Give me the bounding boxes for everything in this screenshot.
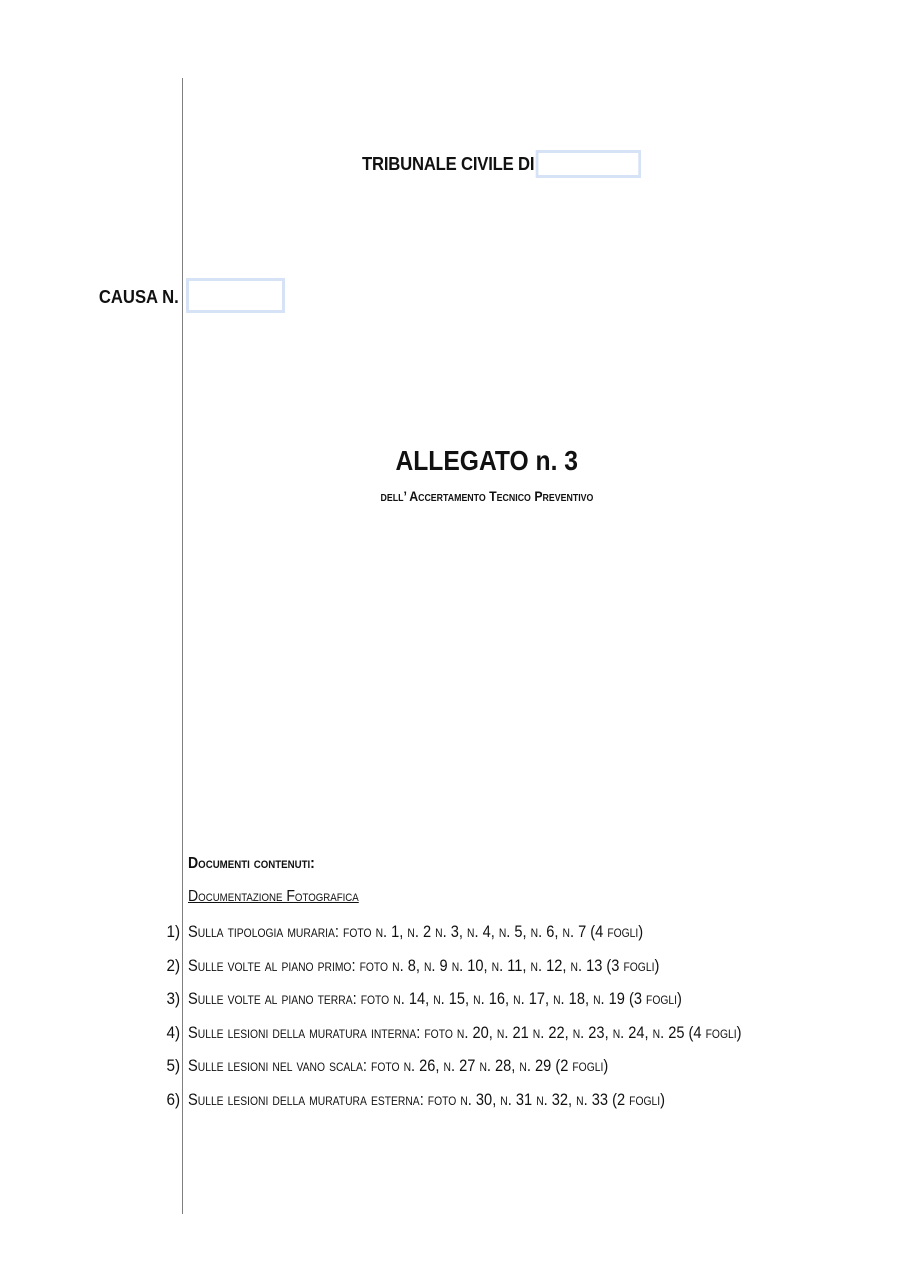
tribunale-field[interactable] (536, 150, 641, 178)
list-item-text: Sulle lesioni della muratura interna: foto n. 20, n. 21 n. 22, n. 23, n. 24, n. 25 (4 fogli) (188, 1022, 742, 1042)
allegato-title (0, 445, 904, 477)
list-item (0, 987, 904, 1021)
list-item-text: Sulle volte al piano terra: foto n. 14, n. 15, n. 16, n. 17, n. 18, n. 19 (3 fogli) (188, 989, 682, 1008)
list-item-text: Sulle volte al piano primo: foto n. 8, n. 9 n. 10, n. 11, n. 12, n. 13 (3 fogli) (188, 955, 660, 975)
list-item-number: 2) (166, 955, 180, 975)
causa-label: CAUSA N. (99, 286, 179, 307)
tribunale-label: TRIBUNALE CIVILE DI (362, 153, 535, 174)
list-item (0, 920, 904, 954)
tribunale-heading (362, 150, 641, 178)
list-item-number: 3) (166, 989, 180, 1008)
list-item-number: 1) (166, 922, 180, 941)
list-item (0, 1088, 904, 1122)
list-item (0, 954, 904, 988)
documents-list (0, 920, 904, 1121)
documents-heading: Documenti contenuti: (188, 855, 315, 872)
list-item-number: 6) (166, 1089, 180, 1109)
allegato-subtitle (0, 488, 904, 504)
list-item-text: Sulle lesioni nel vano scala: foto n. 26, n. 27 n. 28, n. 29 (2 fogli) (188, 1056, 609, 1075)
list-item-text: Sulle lesioni della muratura esterna: foto n. 30, n. 31 n. 32, n. 33 (2 fogli) (188, 1089, 665, 1109)
list-item (0, 1054, 904, 1088)
list-item-text: Sulla tipologia muraria: foto n. 1, n. 2 n. 3, n. 4, n. 5, n. 6, n. 7 (4 fogli) (188, 922, 644, 941)
causa-field[interactable] (186, 278, 285, 313)
allegato-title-text: ALLEGATO n. 3 (395, 445, 579, 476)
list-item (0, 1021, 904, 1055)
documents-section-title: Documentazione Fotografica (188, 888, 359, 905)
allegato-subtitle-text: dell’ Accertamento Tecnico Preventivo (380, 488, 594, 504)
list-item-number: 5) (166, 1056, 180, 1075)
list-item-number: 4) (166, 1022, 180, 1042)
